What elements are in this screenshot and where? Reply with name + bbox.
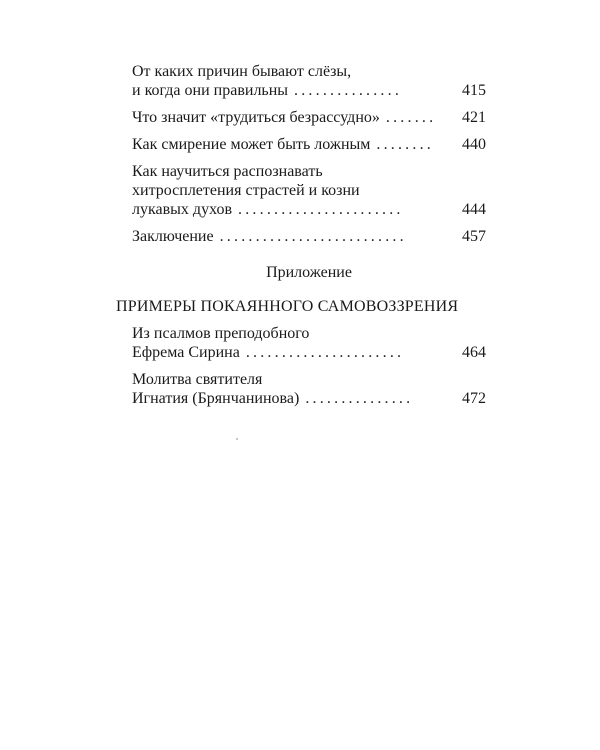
section-title: ПРИМЕРЫ ПОКАЯННОГО САМОВОЗЗРЕНИЯ xyxy=(116,298,459,315)
toc-entry-last-line xyxy=(132,343,486,362)
paper-speck xyxy=(236,438,238,440)
table-of-contents xyxy=(116,62,486,416)
toc-entry-last-line xyxy=(132,389,486,408)
toc-entry[interactable] xyxy=(132,62,486,100)
dot-leader: ........ xyxy=(376,136,434,153)
toc-entry-title: Как смирение может быть ложным xyxy=(132,136,371,153)
toc-entry-title: Заключение xyxy=(132,228,214,245)
page-number: 415 xyxy=(462,82,486,99)
dot-leader: ............... xyxy=(294,82,403,99)
dot-leader: .......................... xyxy=(219,228,407,245)
toc-entry-last-line xyxy=(132,200,486,219)
dot-leader: ....................... xyxy=(238,201,404,218)
toc-entry-title: Ефрема Сирина xyxy=(132,344,240,361)
page-number: 472 xyxy=(462,390,486,407)
toc-entry-title: Что значит «трудиться безрассудно» xyxy=(132,109,380,126)
appendix-label: Приложение xyxy=(266,264,352,281)
toc-entry-line: Из псалмов преподобного xyxy=(132,325,310,342)
toc-entry-line: Как научиться распознавать xyxy=(132,163,323,180)
dot-leader: ...................... xyxy=(245,344,405,361)
toc-entry[interactable] xyxy=(132,324,486,362)
toc-entry-line: Молитва святителя xyxy=(132,371,263,388)
page-number: 457 xyxy=(462,228,486,245)
page-number: 464 xyxy=(462,344,486,361)
toc-entry[interactable] xyxy=(132,227,486,246)
dot-leader: ............... xyxy=(305,390,414,407)
page-number: 440 xyxy=(462,136,486,153)
toc-entry-title: и когда они правильны xyxy=(132,82,289,99)
page-number: 421 xyxy=(462,109,486,126)
toc-entry-title: лукавых духов xyxy=(132,201,233,218)
toc-entry-last-line xyxy=(132,81,486,100)
toc-entry[interactable] xyxy=(132,162,486,219)
toc-entry[interactable] xyxy=(132,108,486,127)
toc-entry-title: Игнатия (Брянчанинова) xyxy=(132,390,300,407)
toc-entry-line: От каких причин бывают слёзы, xyxy=(132,63,352,80)
toc-entry-line: хитросплетения страстей и козни xyxy=(132,182,360,199)
toc-entry-last-line xyxy=(132,108,486,127)
toc-entry[interactable] xyxy=(132,370,486,408)
toc-entry-last-line xyxy=(132,135,486,154)
toc-entry-last-line xyxy=(132,227,486,246)
dot-leader: ....... xyxy=(385,109,437,126)
page-number: 444 xyxy=(462,201,486,218)
toc-entry[interactable] xyxy=(132,135,486,154)
